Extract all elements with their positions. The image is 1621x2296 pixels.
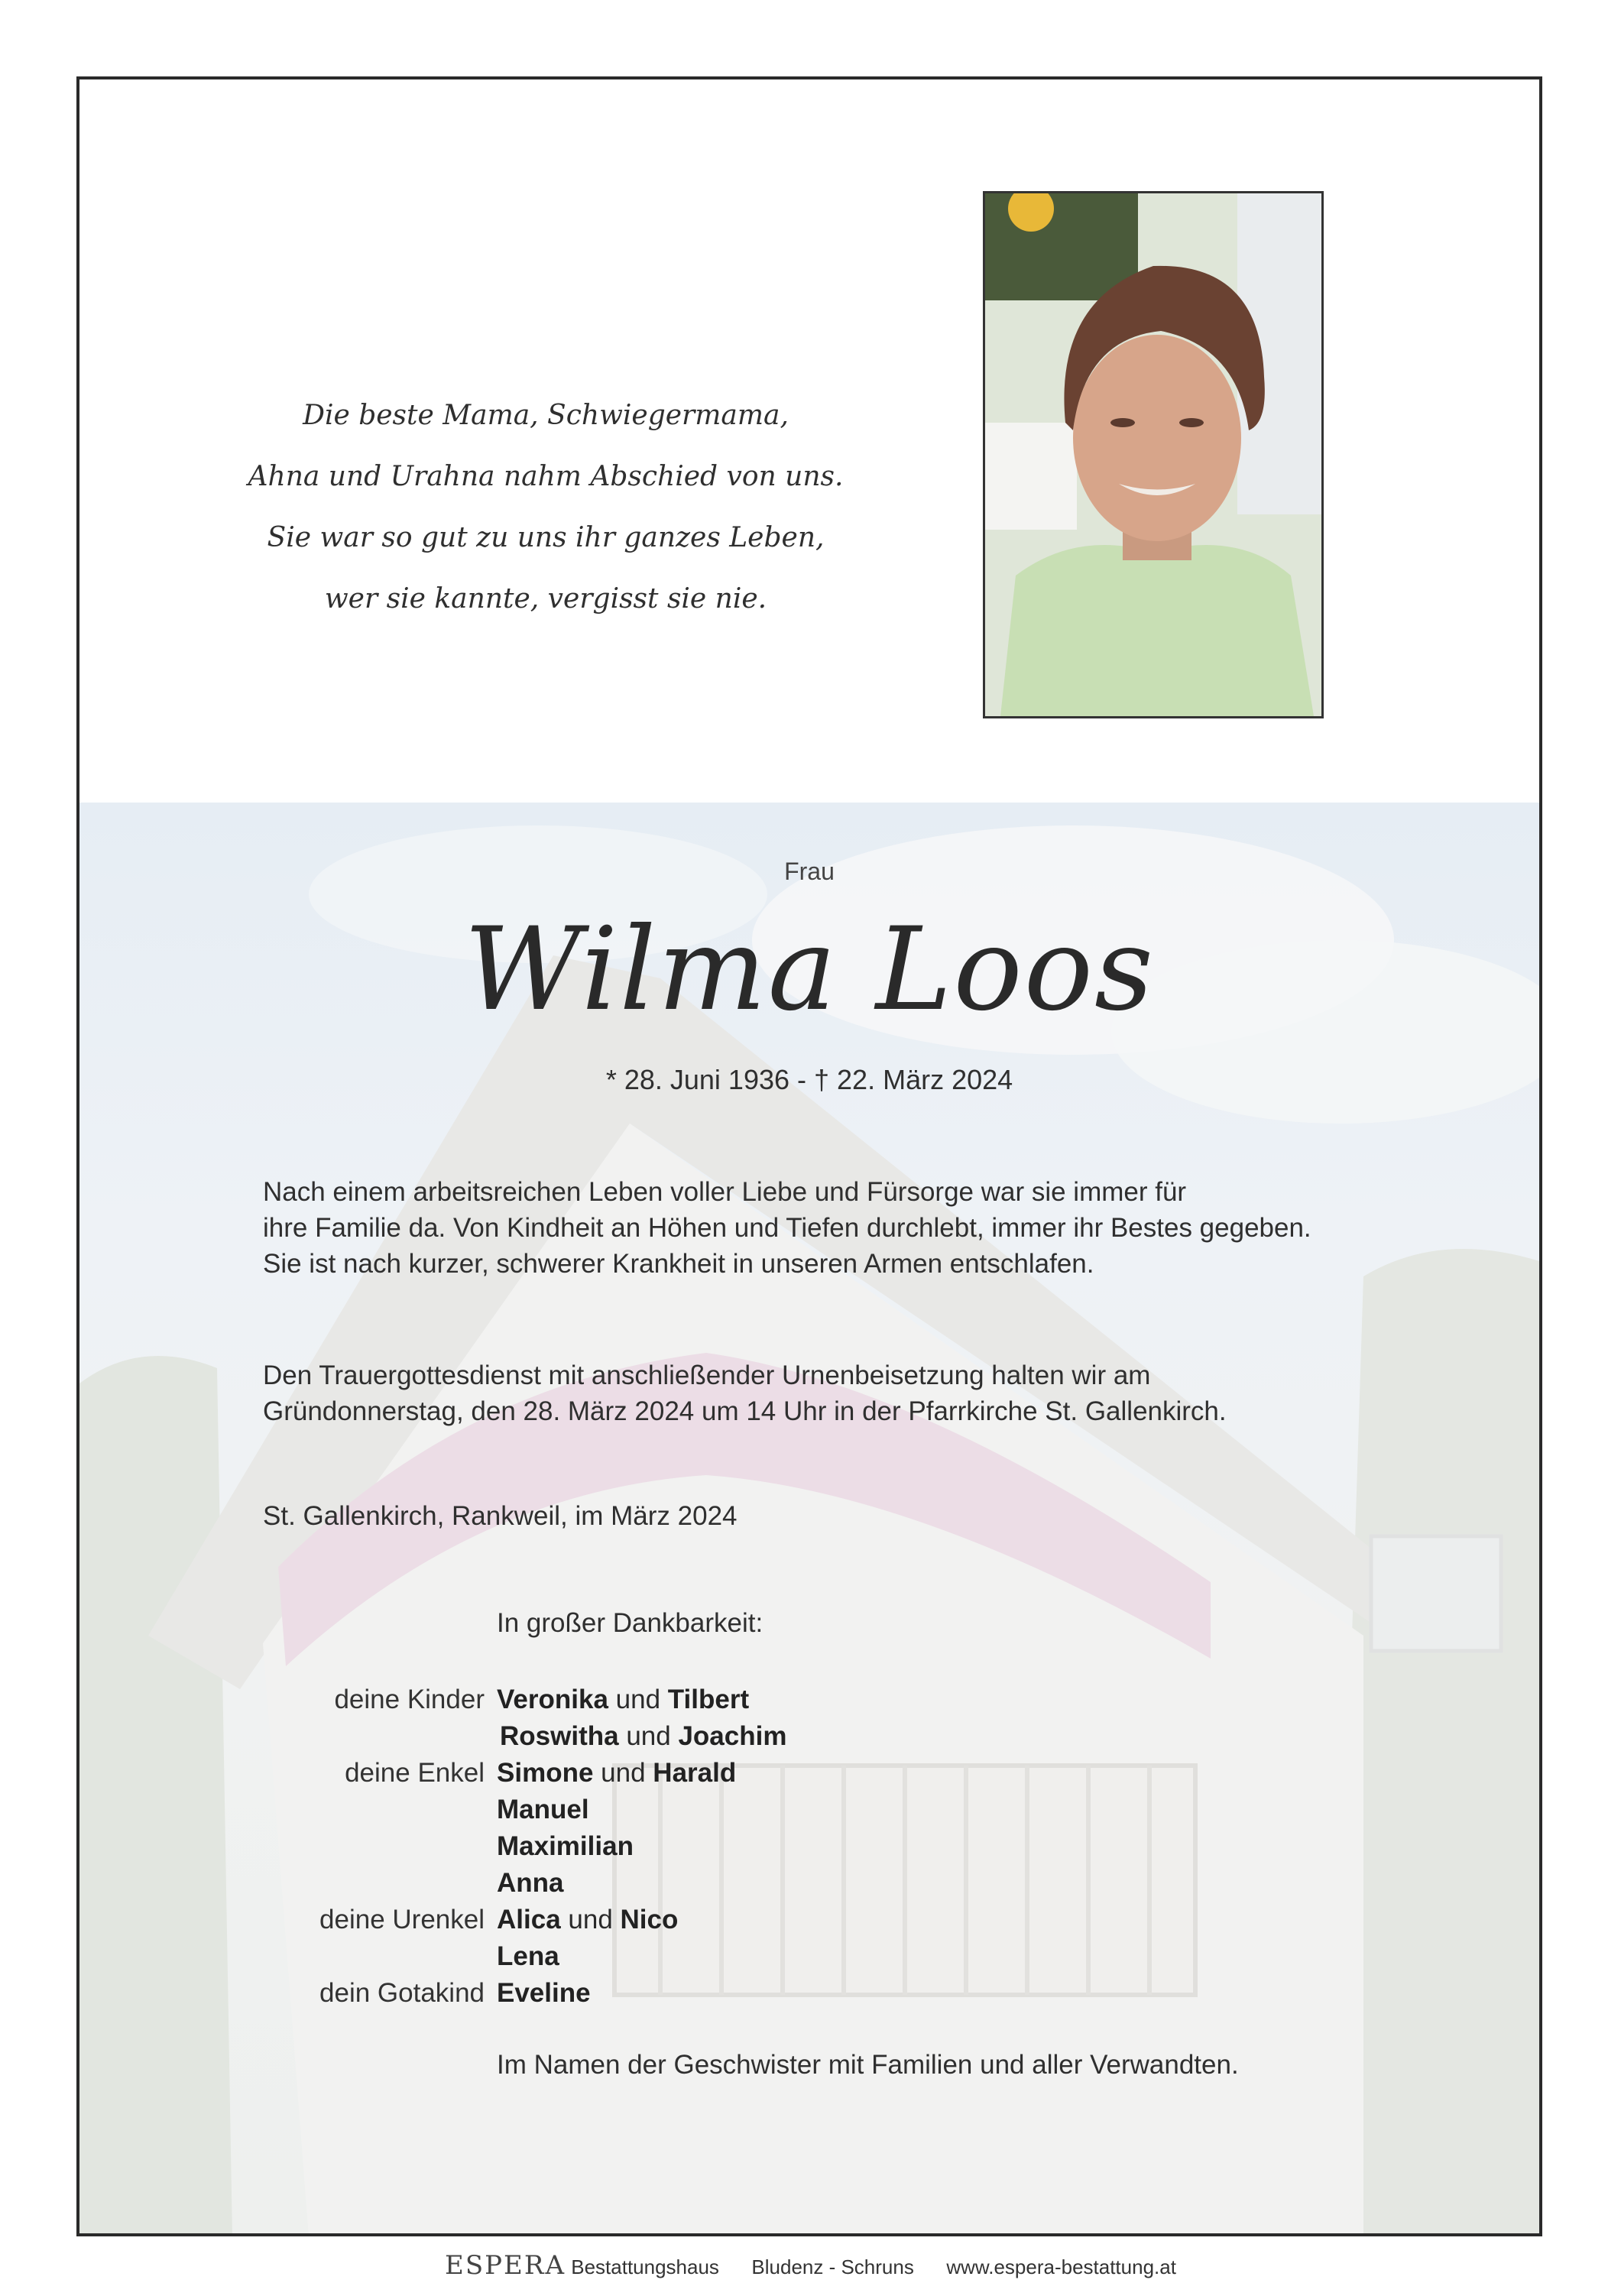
family-name: Simone <box>497 1758 594 1788</box>
portrait-illustration <box>985 193 1321 716</box>
text-line: Nach einem arbeitsreichen Leben voller Liebe und Fürsorge war sie immer für <box>263 1177 1187 1207</box>
family-name: Anna <box>497 1868 564 1898</box>
service-paragraph <box>263 1357 1486 1429</box>
family-name: Roswitha <box>500 1721 619 1751</box>
family-names <box>497 1681 749 1718</box>
family-names <box>497 1975 591 2012</box>
family-row <box>79 1718 1539 1755</box>
company-name: Bestattungshaus <box>571 2255 719 2278</box>
brand-logo: ESPERA <box>445 2250 566 2281</box>
verse-line: wer sie kannte, vergisst sie nie. <box>324 583 767 615</box>
family-names <box>497 1755 736 1792</box>
family-name: Harald <box>653 1758 737 1788</box>
relation-label: deine Enkel <box>345 1758 485 1788</box>
verse-line: Die beste Mama, Schwiegermama, <box>303 400 789 431</box>
family-name: Alica <box>497 1905 561 1934</box>
family-row <box>79 1865 1539 1902</box>
footer <box>0 2250 1621 2281</box>
obituary-card <box>76 76 1542 2236</box>
locations: Bludenz - Schruns <box>751 2255 914 2278</box>
portrait-photo <box>983 191 1324 718</box>
salutation: Frau <box>784 858 835 885</box>
place-date: St. Gallenkirch, Rankweil, im März 2024 <box>263 1501 738 1531</box>
family-row <box>79 1902 1539 1938</box>
family-row <box>79 1681 1539 1718</box>
text-line: Sie ist nach kurzer, schwerer Krankheit in unseren Armen entschlafen. <box>263 1249 1094 1279</box>
conjunction: und <box>601 1758 646 1788</box>
family-names <box>497 1828 634 1865</box>
family-row <box>79 1792 1539 1828</box>
text-line: Den Trauergottesdienst mit anschließender Urnenbeisetzung halten wir am <box>263 1360 1151 1390</box>
text-line: ihre Familie da. Von Kindheit an Höhen und Tiefen durchlebt, immer ihr Bestes gegeben. <box>263 1213 1311 1243</box>
deceased-name: Wilma Loos <box>463 903 1156 1036</box>
family-names <box>500 1718 786 1755</box>
family-names <box>497 1865 564 1902</box>
family-name: Joachim <box>678 1721 787 1751</box>
family-names <box>497 1938 559 1975</box>
family-name: Eveline <box>497 1978 591 2008</box>
conjunction: und <box>568 1905 613 1934</box>
family-name: Tilbert <box>667 1685 750 1714</box>
family-names <box>497 1902 678 1938</box>
family-row <box>79 1938 1539 1975</box>
text-line: Gründonnerstag, den 28. März 2024 um 14 Uhr in der Pfarrkirche St. Gallenkirch. <box>263 1396 1227 1426</box>
verse-line: Sie war so gut zu uns ihr ganzes Leben, <box>267 522 825 553</box>
relation-label: deine Urenkel <box>319 1905 485 1934</box>
family-name: Manuel <box>497 1795 589 1824</box>
conjunction: und <box>615 1685 661 1714</box>
family-row <box>79 1755 1539 1792</box>
relation-label: dein Gotakind <box>319 1978 485 2008</box>
family-name: Nico <box>620 1905 679 1934</box>
family-name: Lena <box>497 1941 559 1971</box>
family-names <box>497 1792 589 1828</box>
family-row <box>79 1975 1539 2012</box>
tribute-paragraph <box>263 1174 1486 1282</box>
family-name: Veronika <box>497 1685 608 1714</box>
closing-line: Im Namen der Geschwister mit Familien und aller Verwandten. <box>497 2050 1239 2080</box>
memorial-verse <box>217 385 874 630</box>
relation-label: deine Kinder <box>334 1685 485 1714</box>
family-row <box>79 1828 1539 1865</box>
family-name: Maximilian <box>497 1831 634 1861</box>
thanks-heading: In großer Dankbarkeit: <box>497 1608 763 1638</box>
life-dates: * 28. Juni 1936 - † 22. März 2024 <box>605 1064 1013 1095</box>
website-link[interactable]: www.espera-bestattung.at <box>946 2255 1176 2278</box>
verse-line: Ahna und Urahna nahm Abschied von uns. <box>248 461 844 492</box>
conjunction: und <box>626 1721 671 1751</box>
